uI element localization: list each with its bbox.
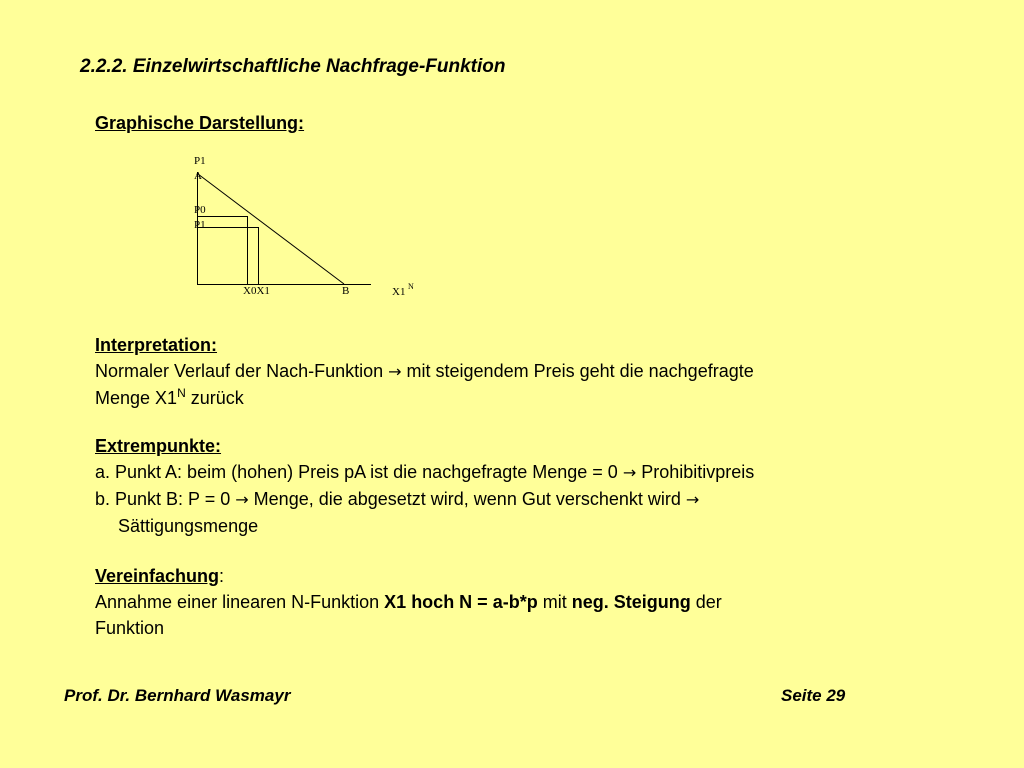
label-axis-x: X1 bbox=[392, 286, 406, 298]
extrempunkte-section bbox=[95, 433, 754, 539]
extrempunkt-a: a. Punkt A: beim (hohen) Preis pA ist die nachgefragte Menge = 0 → Prohibitivpreis bbox=[95, 462, 755, 482]
vereinfachung-line-1: Annahme einer linearen N-Funktion X1 hoch N = a-b*p mit neg. Steigung der bbox=[95, 592, 722, 612]
interpretation-line-2: Menge $X1^N$ zurück bbox=[95, 386, 244, 408]
footer-author: Prof. Dr. Bernhard Wasmayr bbox=[64, 686, 291, 705]
demand-curve bbox=[198, 174, 344, 284]
label-point-a: A bbox=[194, 170, 202, 182]
negative-slope-text: neg. Steigung bbox=[571, 592, 691, 612]
interpretation-section bbox=[95, 332, 754, 411]
arrow-right-icon: → bbox=[622, 463, 637, 482]
vereinfachung-heading: Vereinfachung: bbox=[95, 566, 225, 586]
extrempunkt-b: b. Punkt B: P = 0 → Menge, die abgesetzt wird, wenn Gut verschenkt wird → bbox=[95, 489, 700, 509]
label-p1-low: P1 bbox=[194, 219, 206, 231]
formula: X1 hoch N = a-b*p bbox=[384, 592, 538, 612]
label-point-b: B bbox=[342, 285, 350, 297]
label-axis-x-superscript: N bbox=[408, 282, 414, 291]
arrow-right-icon: → bbox=[685, 490, 700, 509]
interpretation-heading: Interpretation: bbox=[95, 335, 218, 355]
footer-page-number: Seite 29 bbox=[781, 686, 846, 705]
slide-title: 2.2.2. Einzelwirtschaftliche Nachfrage-Funktion bbox=[80, 56, 506, 77]
interpretation-line-1: Normaler Verlauf der Nach-Funktion → mit steigendem Preis geht die nachgefragte bbox=[95, 361, 754, 381]
vereinfachung-section bbox=[95, 563, 722, 641]
label-p1-top: P1 bbox=[194, 155, 206, 167]
extrempunkte-heading: Extrempunkte: bbox=[95, 436, 222, 456]
extrempunkt-b-continuation: Sättigungsmenge bbox=[118, 516, 259, 536]
label-x0x1: X0X1 bbox=[243, 285, 270, 297]
label-p0: P0 bbox=[194, 204, 206, 216]
vereinfachung-line-2: Funktion bbox=[95, 618, 165, 638]
arrow-right-icon: → bbox=[235, 490, 249, 509]
arrow-right-icon: → bbox=[388, 362, 402, 381]
graph-heading: Graphische Darstellung: bbox=[95, 113, 305, 133]
